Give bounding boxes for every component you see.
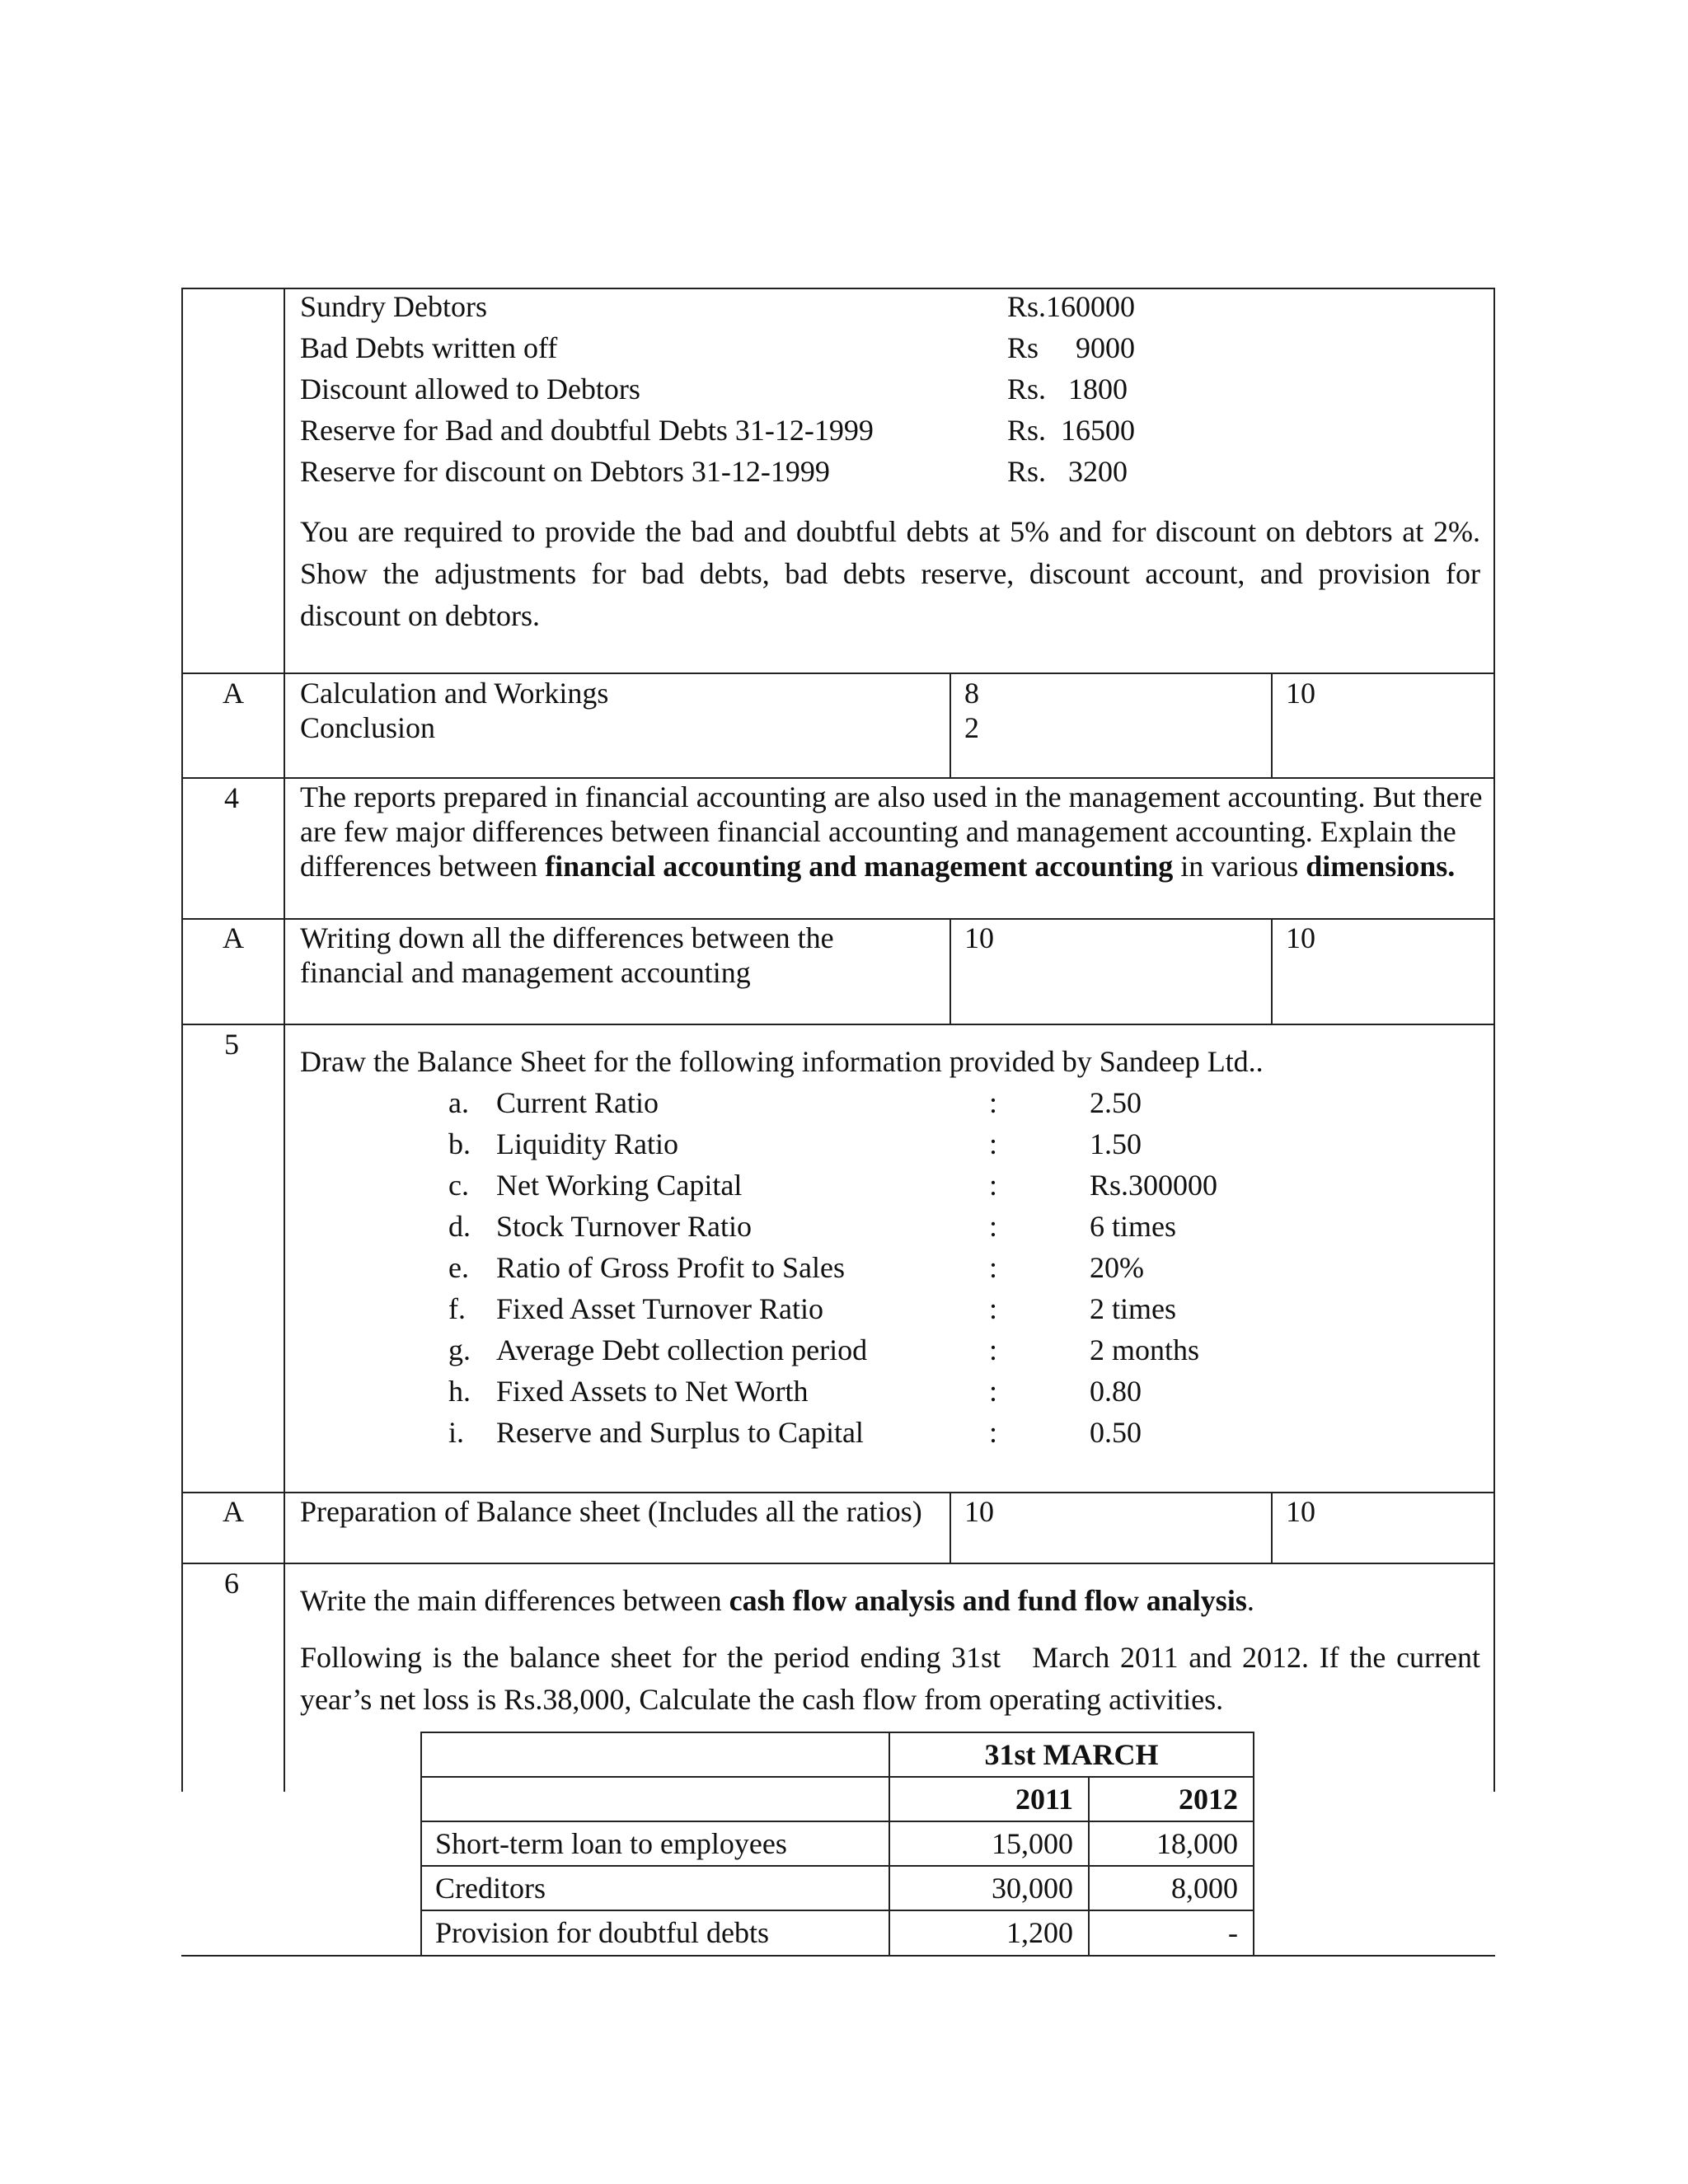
q4-text: The reports prepared in financial accounting are also used in the management accounting. But there are few major differences between financial accounting and management accounting. Explain the differences between xyxy=(300,780,1483,883)
item-value: Rs. 1800 xyxy=(1007,373,1128,405)
ratio-label: Fixed Assets to Net Worth xyxy=(496,1375,809,1408)
table-row-label: Provision for doubtful debts xyxy=(435,1916,769,1949)
table-cell: 30,000 xyxy=(992,1872,1073,1905)
inner-table-border xyxy=(1253,1732,1254,1956)
inner-table-border xyxy=(420,1776,1254,1778)
row-divider xyxy=(181,673,1495,674)
table-group-header-text: 31st MARCH xyxy=(984,1738,1159,1771)
answer-mark: 8 xyxy=(964,677,979,710)
ratio-value: Rs.300000 xyxy=(1090,1169,1218,1202)
row-divider xyxy=(181,918,1495,920)
answer-mark: 10 xyxy=(964,921,994,954)
answer-line: financial and management accounting xyxy=(300,956,751,989)
answer-marker: A xyxy=(223,921,244,954)
answer-line: Conclusion xyxy=(300,711,436,744)
marks-divider xyxy=(950,673,951,778)
answer-total: 10 xyxy=(1286,921,1315,954)
q5-intro: Draw the Balance Sheet for the following information provided by Sandeep Ltd.. xyxy=(300,1045,1264,1078)
q4-text: in various xyxy=(1173,850,1306,883)
ratio-sep: : xyxy=(989,1086,998,1119)
marks-divider xyxy=(950,918,951,1024)
item-label: Discount allowed to Debtors xyxy=(300,373,640,405)
ratio-sep: : xyxy=(989,1416,998,1449)
question-number: 5 xyxy=(224,1028,239,1061)
ratio-value: 0.80 xyxy=(1090,1375,1142,1408)
ratio-value: 2.50 xyxy=(1090,1086,1142,1119)
marks-divider xyxy=(950,1492,951,1563)
table-cell: 18,000 xyxy=(1156,1827,1238,1860)
table-group-header xyxy=(890,1740,1253,1769)
ratio-sep: : xyxy=(989,1292,998,1325)
item-value: Rs.160000 xyxy=(1007,290,1136,323)
ratio-sep: : xyxy=(989,1333,998,1366)
q6-text: . xyxy=(1246,1584,1254,1617)
answer-mark: 2 xyxy=(964,711,979,744)
item-value: Rs. 16500 xyxy=(1007,414,1136,447)
inner-table-border xyxy=(420,1732,1254,1733)
ratio-sep: : xyxy=(989,1375,998,1408)
table-cell: 8,000 xyxy=(1171,1872,1238,1905)
ratio-letter: h. xyxy=(448,1375,471,1408)
q6-question-2: Following is the balance sheet for the period ending 31st March 2011 and 2012. If the current year’s net loss is Rs.38,000, Calculate the cash flow from operating activities. xyxy=(300,1641,1488,1716)
item-value: Rs 9000 xyxy=(1007,331,1136,364)
answer-marker: A xyxy=(223,1495,244,1528)
ratio-letter: d. xyxy=(448,1210,471,1243)
row-divider xyxy=(181,1955,1495,1957)
ratio-label: Net Working Capital xyxy=(496,1169,743,1202)
ratio-value: 1.50 xyxy=(1090,1127,1142,1160)
answer-total: 10 xyxy=(1286,677,1315,710)
table-cell: 1,200 xyxy=(1006,1916,1073,1949)
ratio-sep: : xyxy=(989,1127,998,1160)
ratio-label: Ratio of Gross Profit to Sales xyxy=(496,1251,845,1284)
answer-marker: A xyxy=(223,677,244,710)
q6-text: Write the main differences between xyxy=(300,1584,729,1617)
table-cell: 15,000 xyxy=(992,1827,1073,1860)
ratio-letter: f. xyxy=(448,1292,466,1325)
answer-line: Writing down all the differences between the xyxy=(300,921,834,954)
row-divider xyxy=(181,288,1495,289)
ratio-label: Fixed Asset Turnover Ratio xyxy=(496,1292,824,1325)
ratio-sep: : xyxy=(989,1210,998,1243)
row-divider xyxy=(181,777,1495,779)
table-border-left xyxy=(181,288,183,1792)
ratio-label: Reserve and Surplus to Capital xyxy=(496,1416,864,1449)
table-row-label: Short-term loan to employees xyxy=(435,1827,787,1860)
ratio-label: Average Debt collection period xyxy=(496,1333,868,1366)
ratio-label: Liquidity Ratio xyxy=(496,1127,678,1160)
table-border-right xyxy=(1493,288,1495,1792)
answer-mark: 10 xyxy=(964,1495,994,1528)
inner-table-border xyxy=(420,1910,1254,1911)
ratio-letter: a. xyxy=(448,1086,469,1119)
item-label: Reserve for discount on Debtors 31-12-1999 xyxy=(300,455,830,488)
total-divider xyxy=(1271,918,1273,1024)
answer-total: 10 xyxy=(1286,1495,1315,1528)
row-divider xyxy=(181,1492,1495,1493)
ratio-label: Stock Turnover Ratio xyxy=(496,1210,753,1243)
ratio-value: 2 months xyxy=(1090,1333,1200,1366)
ratio-letter: g. xyxy=(448,1333,471,1366)
q6-question-1 xyxy=(300,1586,1254,1615)
q4-bold-text: financial accounting and management accounting xyxy=(545,850,1174,883)
ratio-label: Current Ratio xyxy=(496,1086,659,1119)
item-label: Sundry Debtors xyxy=(300,290,487,323)
row-divider xyxy=(181,1563,1495,1564)
ratio-sep: : xyxy=(989,1169,998,1202)
ratio-value: 0.50 xyxy=(1090,1416,1142,1449)
total-divider xyxy=(1271,673,1273,778)
ratio-value: 6 times xyxy=(1090,1210,1176,1243)
ratio-value: 20% xyxy=(1090,1251,1144,1284)
total-divider xyxy=(1271,1492,1273,1563)
table-year-text: 2012 xyxy=(1179,1783,1238,1816)
ratio-letter: e. xyxy=(448,1251,469,1284)
item-label: Reserve for Bad and doubtful Debts 31-12-1999 xyxy=(300,414,874,447)
table-year-text: 2011 xyxy=(1015,1783,1073,1816)
question-number: 4 xyxy=(224,781,239,814)
row-divider xyxy=(181,1024,1495,1025)
q6-bold-text: cash flow analysis and fund flow analysis xyxy=(729,1584,1247,1617)
table-year-header xyxy=(890,1784,1073,1814)
table-cell: - xyxy=(1228,1916,1238,1949)
ratio-letter: b. xyxy=(448,1127,471,1160)
inner-table-border xyxy=(420,1732,422,1956)
answer-line: Preparation of Balance sheet (Includes all the ratios) xyxy=(300,1495,922,1528)
item-label: Bad Debts written off xyxy=(300,331,558,364)
question-number: 6 xyxy=(224,1567,239,1600)
table-row-label: Creditors xyxy=(435,1872,546,1905)
inner-table-border xyxy=(420,1865,1254,1867)
q4-question xyxy=(300,780,1487,883)
item-value: Rs. 3200 xyxy=(1007,455,1128,488)
ratio-letter: c. xyxy=(448,1169,469,1202)
ratio-sep: : xyxy=(989,1251,998,1284)
ratio-value: 2 times xyxy=(1090,1292,1176,1325)
table-year-header xyxy=(1090,1784,1238,1814)
column-divider xyxy=(284,288,285,1792)
ratio-letter: i. xyxy=(448,1416,465,1449)
inner-table-border xyxy=(420,1821,1254,1822)
answer-line: Calculation and Workings xyxy=(300,677,609,710)
q3-instruction: You are required to provide the bad and doubtful debts at 5% and for discount on debtors at 2%. Show the adjustments for bad debts, bad debts reserve, discount account, and provision for discount on debtors. xyxy=(300,515,1480,632)
q4-bold-text: dimensions. xyxy=(1306,850,1456,883)
